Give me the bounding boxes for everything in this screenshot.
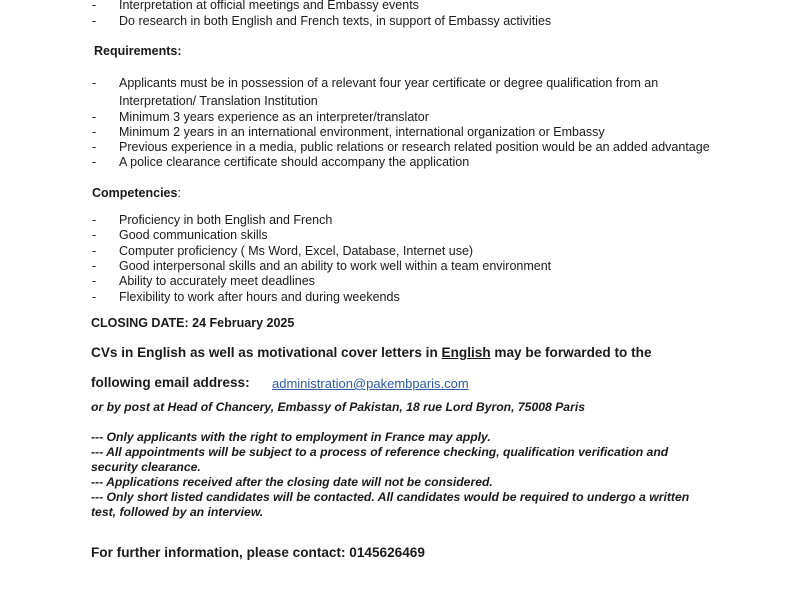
requirement-item: Previous experience in a media, public relations or research related position would be an added advantage [119, 140, 710, 154]
duty-item: Interpretation at official meetings and Embassy events [119, 0, 419, 12]
note-line: --- Applications received after the closing date will not be considered. [91, 475, 493, 489]
email-link[interactable]: administration@pakembparis.com [272, 376, 469, 391]
postal-address: or by post at Head of Chancery, Embassy of Pakistan, 18 rue Lord Byron, 75008 Paris [91, 400, 585, 414]
cv-instruction [91, 345, 652, 360]
requirement-item: Minimum 2 years in an international environment, international organization or Embassy [119, 125, 605, 139]
bullet-dash: - [92, 244, 97, 258]
contact-line: For further information, please contact: 0145626469 [91, 545, 425, 560]
requirement-item: Minimum 3 years experience as an interpreter/translator [119, 110, 429, 124]
competency-item: Computer proficiency ( Ms Word, Excel, Database, Internet use) [119, 244, 474, 258]
bullet-dash: - [92, 140, 97, 154]
note-line: --- Only short listed candidates will be contacted. All candidates would be required to undergo a written [91, 490, 690, 504]
competency-item: Good interpersonal skills and an ability to work well within a team environment [119, 259, 552, 273]
note-line: --- Only applicants with the right to employment in France may apply. [91, 430, 491, 444]
requirement-item: A police clearance certificate should accompany the application [119, 155, 470, 169]
bullet-dash: - [92, 274, 97, 288]
closing-date: CLOSING DATE: 24 February 2025 [91, 316, 295, 330]
requirement-item-continued: Interpretation/ Translation Institution [119, 94, 318, 108]
bullet-dash: - [92, 14, 97, 28]
bullet-dash: - [92, 228, 97, 242]
bullet-dash: - [92, 290, 97, 304]
requirement-item: Applicants must be in possession of a relevant four year certificate or degree qualification from an [119, 76, 659, 90]
competencies-heading-text: Competencies [92, 186, 178, 200]
competency-item: Good communication skills [119, 228, 268, 242]
bullet-dash: - [92, 0, 97, 12]
bullet-dash: - [92, 76, 97, 90]
bullet-dash: - [92, 213, 97, 227]
bullet-dash: - [92, 155, 97, 169]
competencies-heading [92, 186, 181, 201]
requirements-heading: Requirements: [94, 44, 182, 58]
competency-item: Proficiency in both English and French [119, 213, 333, 227]
competency-item: Flexibility to work after hours and during weekends [119, 290, 400, 304]
note-line: --- All appointments will be subject to a process of reference checking, qualification verification and [91, 445, 669, 459]
email-label: following email address: [91, 375, 250, 390]
bullet-dash: - [92, 110, 97, 124]
cv-underlined-language: English [441, 345, 491, 360]
competencies-heading-colon: : [177, 186, 181, 200]
bullet-dash: - [92, 125, 97, 139]
cv-prefix: CVs in English as well as motivational cover letters in [91, 345, 442, 360]
bullet-dash: - [92, 259, 97, 273]
note-line: security clearance. [91, 460, 201, 474]
cv-suffix: may be forwarded to the [490, 345, 652, 360]
note-line: test, followed by an interview. [91, 505, 264, 519]
duty-item: Do research in both English and French texts, in support of Embassy activities [119, 14, 552, 28]
competency-item: Ability to accurately meet deadlines [119, 274, 315, 288]
